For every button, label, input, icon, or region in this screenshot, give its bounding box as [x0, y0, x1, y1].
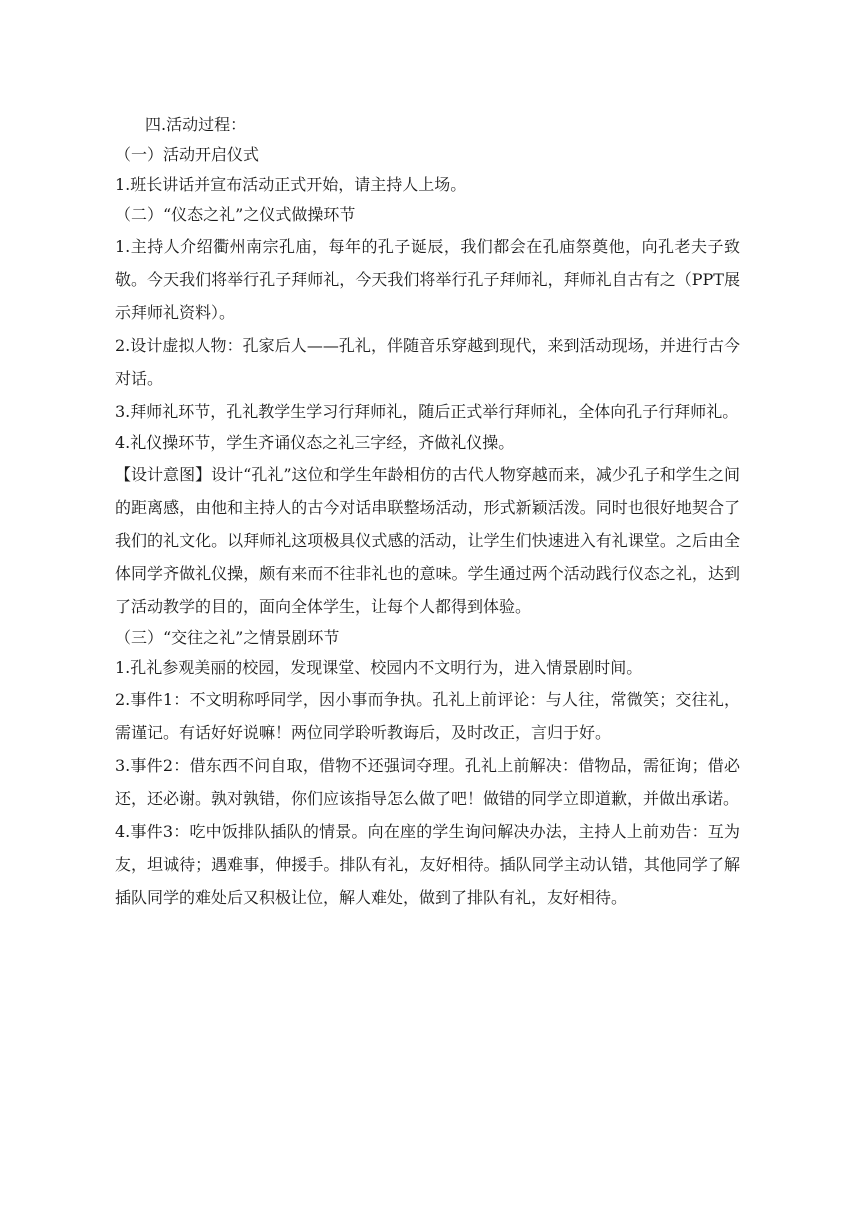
paragraph: 1.孔礼参观美丽的校园，发现课堂、校园内不文明行为，进入情景剧时间。 — [115, 658, 643, 677]
paragraph: 2.事件1：不文明称呼同学，因小事而争执。孔礼上前评论：与人往，常微笑；交往礼，需谨记。有话好好说嘛！两位同学聆听教诲后，及时改正，言归于好。 — [115, 690, 740, 742]
section-title-2: （二）“仪态之礼”之仪式做操环节 — [115, 205, 356, 224]
paragraph: 4.事件3：吃中饭排队插队的情景。向在座的学生询问解决办法，主持人上前劝告：互为友，坦诚待；遇难事，伸援手。排队有礼，友好相待。插队同学主动认错，其他同学了解插队同学的难处后又积极让位，解人难处，做到了排队有礼，友好相待。 — [115, 822, 740, 907]
design-intent-paragraph: 【设计意图】设计“孔礼”这位和学生年龄相仿的古代人物穿越而来，减少孔子和学生之间的距离感，由他和主持人的古今对话串联整场活动，形式新颖活泼。同时也很好地契合了我们的礼文化。以拜师礼这项极具仪式感的活动，让学生们快速进入有礼课堂。之后由全体同学齐做礼仪操，颇有来而不往非礼也的意味。学生通过两个活动践行仪态之礼，达到了活动教学的目的，面向全体学生，让每个人都得到体验。 — [115, 465, 740, 616]
paragraph: 3.拜师礼环节，孔礼教学生学习行拜师礼，随后正式举行拜师礼，全体向孔子行拜师礼。 — [115, 402, 739, 421]
section-title-1: （一）活动开启仪式 — [115, 145, 260, 164]
paragraph: 1.班长讲话并宣布活动正式开始，请主持人上场。 — [115, 175, 467, 194]
paragraph: 2.设计虚拟人物：孔家后人——孔礼，伴随音乐穿越到现代，来到活动现场，并进行古今对话。 — [115, 336, 740, 388]
paragraph: 3.事件2：借东西不问自取，借物不还强词夺理。孔礼上前解决：借物品，需征询；借必还，还必谢。孰对孰错，你们应该指导怎么做了吧！做错的同学立即道歉，并做出承诺。 — [115, 756, 740, 808]
section-heading: 四.活动过程： — [145, 115, 247, 134]
paragraph: 4.礼仪操环节，学生齐诵仪态之礼三字经，齐做礼仪操。 — [115, 433, 515, 452]
document-page — [115, 110, 740, 914]
section-title-3: （三）“交往之礼”之情景剧环节 — [115, 628, 340, 647]
paragraph: 1.主持人介绍衢州南宗孔庙，每年的孔子诞辰，我们都会在孔庙祭奠他，向孔老夫子致敬。今天我们将举行孔子拜师礼，今天我们将举行孔子拜师礼，拜师礼自古有之（PPT展示拜师礼资料）。 — [115, 237, 740, 322]
